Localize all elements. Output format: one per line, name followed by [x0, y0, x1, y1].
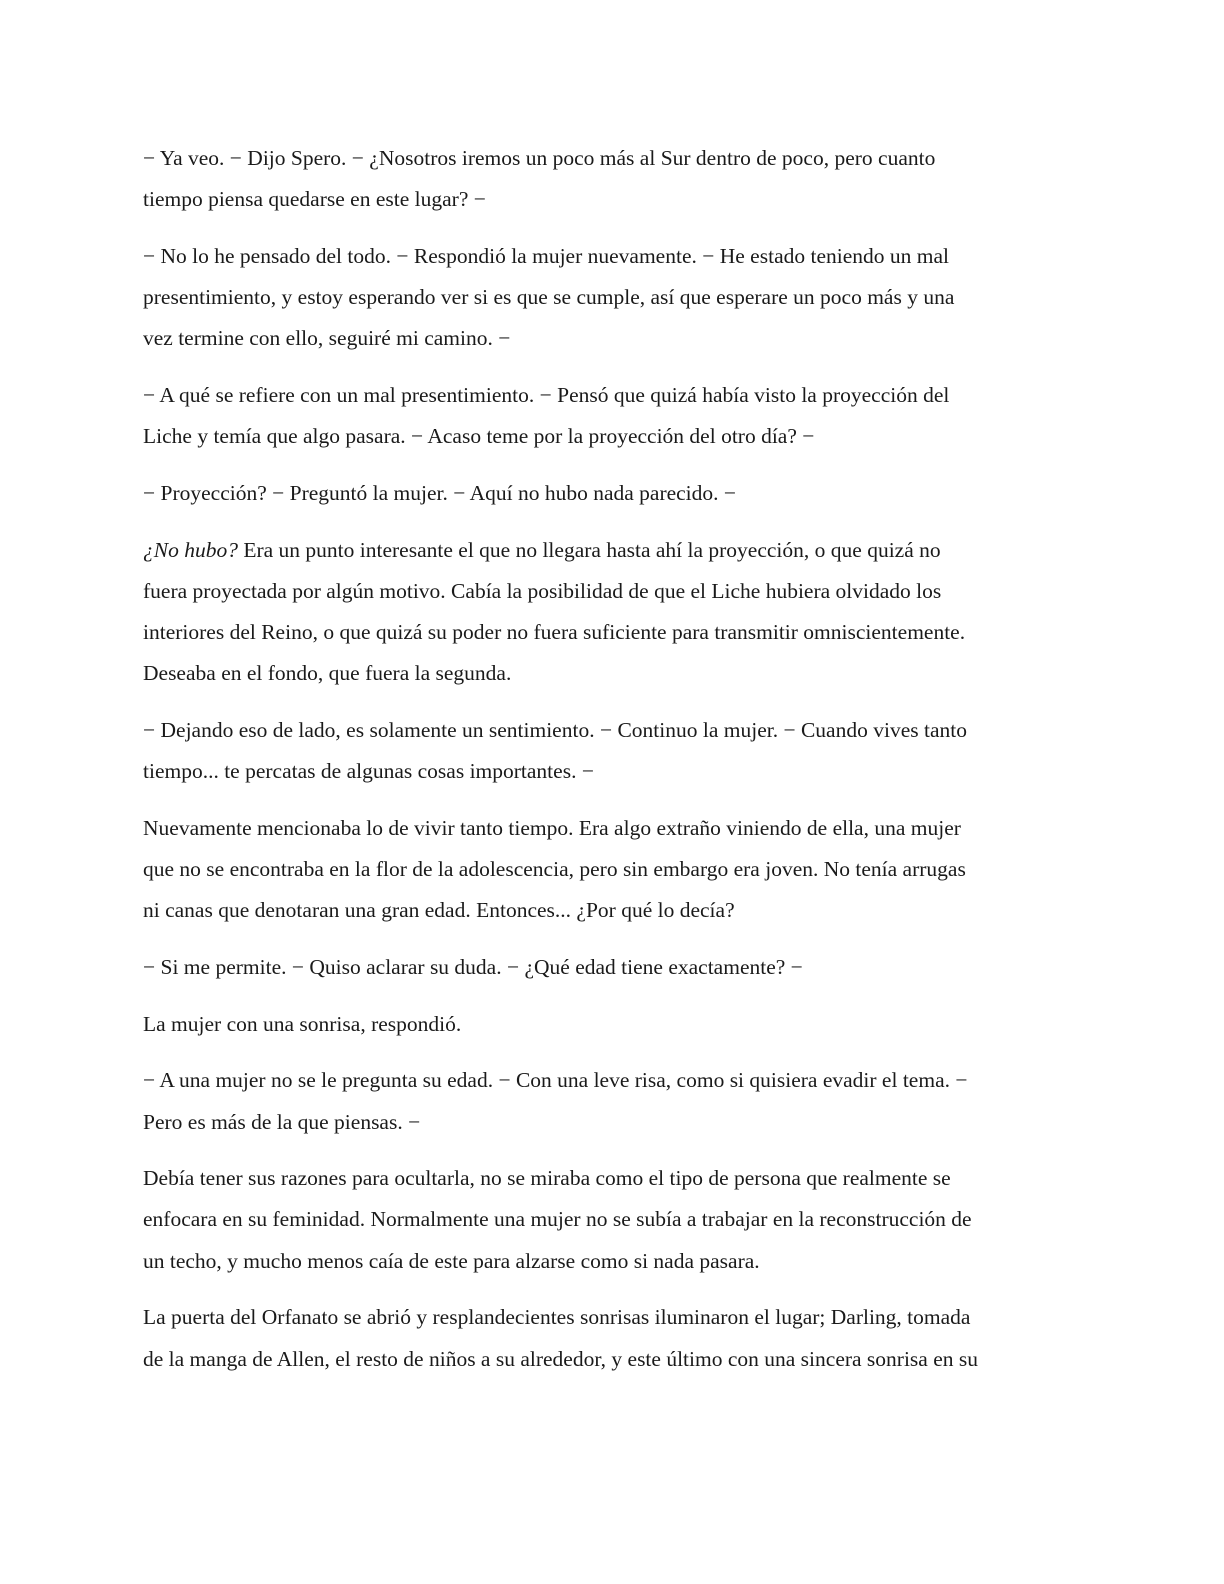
text-line: − Proyección? − Preguntó la mujer. − Aquí no hubo nada parecido. − — [143, 480, 737, 505]
body-text — [143, 138, 1078, 1395]
text-line: tiempo piensa quedarse en este lugar? − — [143, 187, 486, 212]
text-line: − A una mujer no se le pregunta su edad. − Con una leve risa, como si quisiera evadir el tema. − — [143, 1068, 968, 1093]
paragraph-6 — [143, 710, 1078, 792]
text-line: tiempo... te percatas de algunas cosas importantes. − — [143, 759, 594, 784]
text-line: ni canas que denotaran una gran edad. Entonces... ¿Por qué lo decía? — [143, 898, 735, 923]
paragraph-9 — [143, 1004, 1078, 1045]
paragraph-7 — [143, 808, 1078, 932]
text-line: Liche y temía que algo pasara. − Acaso teme por la proyección del otro día? − — [143, 424, 815, 449]
text-line: − Dejando eso de lado, es solamente un sentimiento. − Continuo la mujer. − Cuando vives tanto — [143, 717, 967, 742]
paragraph-8 — [143, 947, 1078, 988]
paragraph-12 — [143, 1297, 1078, 1379]
paragraph-5 — [143, 530, 1078, 695]
text-line: interiores del Reino, o que quizá su poder no fuera suficiente para transmitir omniscientemente. — [143, 620, 966, 645]
text-line: − Ya veo. − Dijo Spero. − ¿Nosotros iremos un poco más al Sur dentro de poco, pero cuanto — [143, 146, 936, 170]
paragraph-3 — [143, 375, 1078, 457]
text-line: vez termine con ello, seguiré mi camino. − — [143, 326, 511, 351]
italic-lead: ¿No hubo? — [143, 537, 238, 562]
text-line: un techo, y mucho menos caía de este para alzarse como si nada pasara. — [143, 1248, 760, 1273]
text-run: Era un punto interesante el que no llegara hasta ahí la proyección, o que quizá no — [237, 537, 941, 562]
paragraph-10 — [143, 1060, 1078, 1142]
text-line: que no se encontraba en la flor de la adolescencia, pero sin embargo era joven. No tenía arrugas — [143, 857, 966, 882]
paragraph-1 — [143, 138, 1078, 220]
text-line: fuera proyectada por algún motivo. Cabía la posibilidad de que el Liche hubiera olvidado los — [143, 578, 942, 603]
paragraph-2 — [143, 236, 1078, 360]
text-line: − Si me permite. − Quiso aclarar su duda. − ¿Qué edad tiene exactamente? − — [143, 954, 803, 979]
text-line: Deseaba en el fondo, que fuera la segunda. — [143, 661, 512, 686]
text-line — [143, 530, 1078, 571]
text-line: Nuevamente mencionaba lo de vivir tanto tiempo. Era algo extraño viniendo de ella, una mujer — [143, 815, 961, 840]
paragraph-4 — [143, 473, 1078, 514]
text-line: La mujer con una sonrisa, respondió. — [143, 1011, 462, 1036]
text-line: − No lo he pensado del todo. − Respondió la mujer nuevamente. − He estado teniendo un mal — [143, 243, 950, 268]
text-line: − A qué se refiere con un mal presentimiento. − Pensó que quizá había visto la proyección del — [143, 383, 950, 408]
text-line: La puerta del Orfanato se abrió y resplandecientes sonrisas iluminaron el lugar; Darling, tomada — [143, 1305, 971, 1330]
text-line: presentimiento, y estoy esperando ver si es que se cumple, así que esperare un poco más y una — [143, 285, 955, 310]
text-line: Pero es más de la que piensas. − — [143, 1109, 421, 1134]
text-line: enfocara en su feminidad. Normalmente una mujer no se subía a trabajar en la reconstrucción de — [143, 1207, 972, 1232]
text-line: de la manga de Allen, el resto de niños a su alrededor, y este último con una sincera sonrisa en su — [143, 1346, 979, 1371]
paragraph-11 — [143, 1158, 1078, 1282]
text-line: Debía tener sus razones para ocultarla, no se miraba como el tipo de persona que realmente se — [143, 1166, 951, 1191]
